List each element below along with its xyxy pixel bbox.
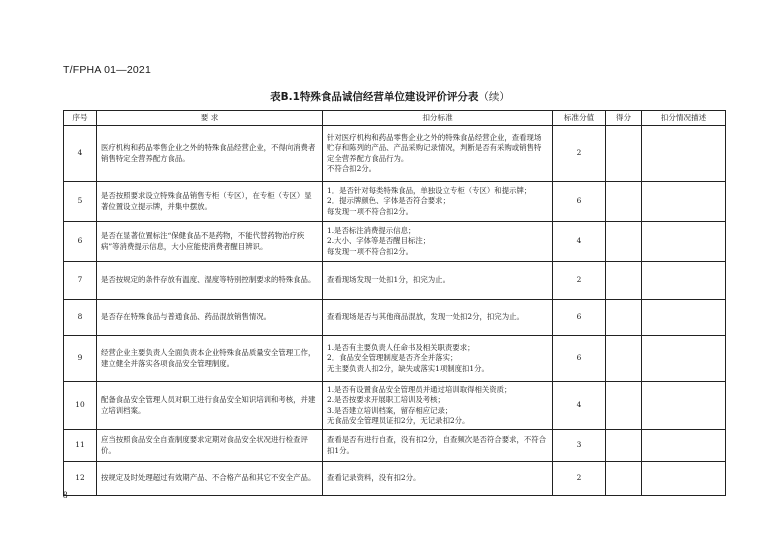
deduction-standard-cell [323,126,553,182]
standard-line: 3.是否建立培训档案，留存相应记录； [327,405,453,415]
table-title-continued: （续） [478,91,510,103]
deduction-desc-cell [642,222,726,262]
table-row [64,222,726,262]
header-requirement: 要 求 [97,111,323,126]
standard-score-cell: 6 [553,182,606,222]
deduction-standard-cell [323,222,553,262]
requirement-cell: 医疗机构和药品零售企业之外的特殊食品经营企业，不得向消费者销售特定全营养配方食品。 [97,126,323,182]
deduction-standard-cell [323,262,553,300]
deduction-standard-cell [323,300,553,336]
standard-line: 1.是否标注消费提示信息； [327,226,416,236]
standard-score-cell: 2 [553,462,606,496]
standard-line: 查看记录资料，没有扣2分。 [327,473,421,483]
standard-score-cell: 3 [553,430,606,462]
standard-score-cell: 6 [553,336,606,382]
standard-line: 1.是否有主要负责人任命书及相关职责要求； [327,343,475,353]
score-got-cell [606,430,642,462]
document-code: T/FPHA 01—2021 [63,64,152,76]
requirement-cell: 是否按照要求设立特殊食品销售专柜（专区），在专柜（专区）显著位置设立提示牌，并集中摆放。 [97,182,323,222]
header-num: 序号 [64,111,97,126]
deduction-standard-cell [323,462,553,496]
standard-line: 查看现场是否与其他商品混放，发现一处扣2分，扣完为止。 [327,312,524,322]
standard-line: 查看现场发现一处扣1分，扣完为止。 [327,275,450,285]
header-score-got: 得分 [606,111,642,126]
table-row [64,462,726,496]
header-deduction-standard: 扣分标准 [323,111,553,126]
standard-line: 针对医疗机构和药品零售企业之外的特殊食品经营企业，查看现场贮存和陈列的产品、产品采购记录情况，判断是否有采购或销售特定全营养配方食品行为。 [327,133,542,163]
table-title [0,89,780,104]
standard-line: 查看是否有进行自查，没有扣2分，自查频次是否符合要求，不符合扣1分。 [327,435,547,455]
standard-line: 每发现一项不符合扣2分。 [327,246,414,256]
deduction-desc-cell [642,182,726,222]
header-deduction-desc: 扣分情况描述 [642,111,726,126]
requirement-cell: 是否在显著位置标注“保健食品不是药物，不能代替药物治疗疾病”等消费提示信息，大小应能使消费者醒目辨识。 [97,222,323,262]
standard-score-cell: 4 [553,382,606,430]
deduction-desc-cell [642,262,726,300]
standard-line: 2.大小、字体等是否醒目标注； [327,236,431,246]
score-got-cell [606,182,642,222]
deduction-desc-cell [642,336,726,382]
requirement-cell: 配备食品安全管理人员对职工进行食品安全知识培训和考核，并建立培训档案。 [97,382,323,430]
deduction-standard-cell [323,182,553,222]
score-got-cell [606,126,642,182]
table-row [64,126,726,182]
deduction-desc-cell [642,300,726,336]
deduction-standard-cell [323,336,553,382]
row-number: 5 [64,182,97,222]
requirement-cell: 按规定及时处理超过有效期产品、不合格产品和其它不安全产品。 [97,462,323,496]
row-number: 8 [64,300,97,336]
row-number: 10 [64,382,97,430]
standard-line: 2．食品安全管理制度是否齐全并落实； [327,353,458,363]
deduction-desc-cell [642,382,726,430]
score-got-cell [606,222,642,262]
table-row [64,300,726,336]
row-number: 12 [64,462,97,496]
evaluation-table [63,110,726,496]
standard-score-cell: 2 [553,126,606,182]
row-number: 6 [64,222,97,262]
requirement-cell: 是否按规定的条件存放有温度、湿度等特别控制要求的特殊食品。 [97,262,323,300]
deduction-standard-cell [323,430,553,462]
table-title-text: 表B.1特殊食品诚信经营单位建设评价评分表 [270,91,479,103]
standard-line: 1．是否针对每类特殊食品，单独设立专柜（专区）和提示牌； [327,186,532,196]
table-row [64,336,726,382]
table-row [64,262,726,300]
table-row [64,182,726,222]
standard-line: 1.是否有设置食品安全管理员并通过培训取得相关资质； [327,385,512,395]
deduction-standard-cell [323,382,553,430]
score-got-cell [606,462,642,496]
row-number: 7 [64,262,97,300]
standard-line: 每发现一项不符合扣2分。 [327,206,414,216]
row-number: 11 [64,430,97,462]
standard-line: 无食品安全管理员证扣2分，无记录扣2分。 [327,415,470,425]
standard-line: 不符合扣2分。 [327,163,377,173]
standard-line: 2．提示牌颜色、字体是否符合要求； [327,196,450,206]
table-row [64,382,726,430]
standard-score-cell: 4 [553,222,606,262]
deduction-desc-cell [642,462,726,496]
score-got-cell [606,382,642,430]
row-number: 9 [64,336,97,382]
header-standard-score: 标准分值 [553,111,606,126]
deduction-desc-cell [642,126,726,182]
table-row [64,430,726,462]
standard-score-cell: 6 [553,300,606,336]
table-header-row [64,111,726,126]
requirement-cell: 经营企业主要负责人全面负责本企业特殊食品质量安全管理工作，建立健全并落实各项食品安全管理制度。 [97,336,323,382]
score-got-cell [606,336,642,382]
requirement-cell: 是否存在特殊食品与普通食品、药品混放销售情况。 [97,300,323,336]
deduction-desc-cell [642,430,726,462]
standard-line: 2.是否按要求开展职工培训及考核； [327,395,445,405]
score-got-cell [606,262,642,300]
standard-score-cell: 2 [553,262,606,300]
score-got-cell [606,300,642,336]
page-number: 8 [63,490,68,500]
row-number: 4 [64,126,97,182]
requirement-cell: 应当按照食品安全自查制度要求定期对食品安全状况进行检查评价。 [97,430,323,462]
standard-line: 无主要负责人扣2分，缺失或落实1项制度扣1分。 [327,363,489,373]
